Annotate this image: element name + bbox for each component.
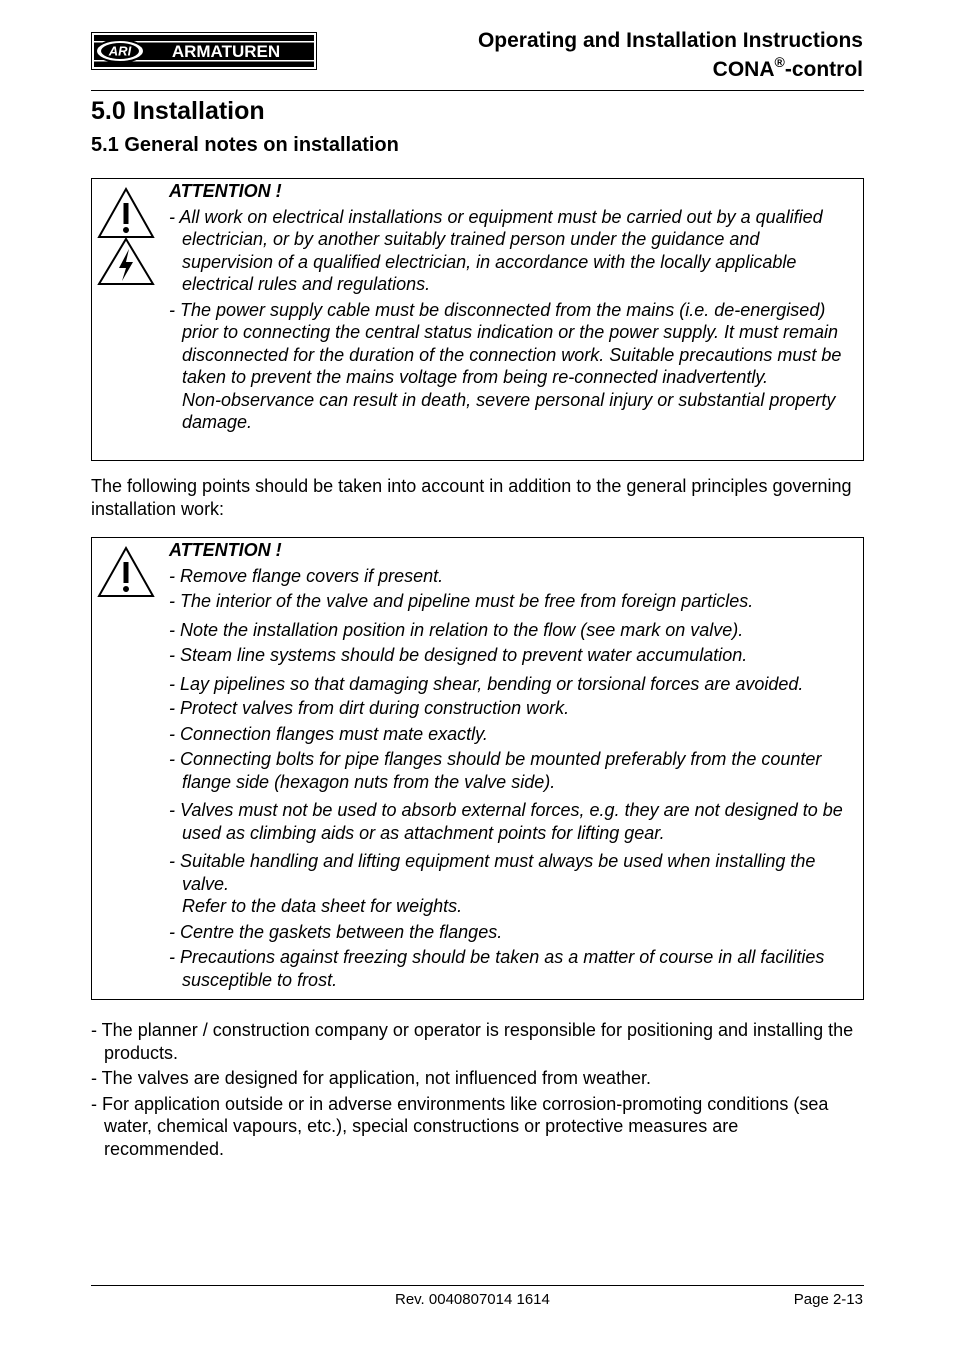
attention-item: - The interior of the valve and pipeline must be free from foreign particles. xyxy=(169,591,754,611)
attention-item: - Connecting bolts for pipe flanges should be mounted preferably from the counter flange side (hexagon nuts from the valve side). xyxy=(169,749,822,792)
logo-mark: ARI xyxy=(108,43,132,59)
ari-armaturen-logo xyxy=(91,32,317,70)
attention-item: - The power supply cable must be disconnected from the mains (i.e. de-energised) prior to connecting the central status indication or the power supply. It must remain disconnected for the duration of the connection work. Suitable precautions must be taken to prevent the mains voltage from being re-connected inadvertently. xyxy=(169,299,842,387)
title-line1: Operating and Installation Instructions xyxy=(477,29,863,52)
warning-triangle-icon xyxy=(96,544,156,600)
attention-item: - Centre the gaskets between the flanges. xyxy=(169,921,503,942)
logo-graphic xyxy=(91,32,317,70)
attention-warning-note: Non-observance can result in death, severe personal injury or substantial property damage. xyxy=(182,389,836,432)
attention-item: - Valves must not be used to absorb external forces, e.g. they are not designed to be used as climbing aids or as attachment points for lifting gear. xyxy=(169,800,843,843)
general-notes-list xyxy=(91,1019,861,1160)
attention-item: - Connection flanges must mate exactly. xyxy=(169,723,488,744)
title-product: CONA xyxy=(712,58,775,81)
attention-item: - Remove flange covers if present. xyxy=(169,565,444,586)
note-item: - The planner / construction company or operator is responsible for positioning and installing the products. xyxy=(91,1020,854,1063)
footer-divider xyxy=(91,1285,864,1286)
warning-triangle-icon xyxy=(99,189,153,237)
electrical-hazard-icon xyxy=(99,239,153,284)
subsection-heading: 5.1 General notes on installation xyxy=(91,134,399,156)
note-item: - The valves are designed for application, not influenced from weather. xyxy=(91,1068,651,1088)
attention-item: - Suitable handling and lifting equipment must always be used when installing the valve. xyxy=(169,851,816,894)
attention-item: - Lay pipelines so that damaging shear, bending or torsional forces are avoided. xyxy=(169,673,804,694)
page-number: Page 2-13 xyxy=(793,1291,863,1308)
attention-box-electrical xyxy=(91,178,864,461)
intro-paragraph: The following points should be taken into account in addition to the general principles governing installation work: xyxy=(91,476,852,519)
section-heading: 5.0 Installation xyxy=(91,97,265,125)
warning-icons xyxy=(96,185,156,285)
attention-item-note: Refer to the data sheet for weights. xyxy=(182,896,463,916)
attention-item: - All work on electrical installations or equipment must be carried out by a qualified electrician, or by another suitably trained person under the guidance and supervision of a qualified electrician, in accordance with the locally applicable electrical rules and regulations. xyxy=(169,206,823,294)
attention-item: - Note the installation position in relation to the flow (see mark on valve). xyxy=(169,619,744,640)
title-suffix: -control xyxy=(784,58,863,81)
revision-number: Rev. 0040807014 1614 xyxy=(395,1291,550,1308)
attention-item: - Protect valves from dirt during construction work. xyxy=(169,698,570,718)
registered-mark: ® xyxy=(774,54,785,70)
attention-label: ATTENTION ! xyxy=(169,540,282,560)
attention-label: ATTENTION ! xyxy=(169,181,282,201)
header-divider xyxy=(91,90,864,91)
attention-item: - Precautions against freezing should be taken as a matter of course in all facilities susceptible to frost. xyxy=(169,947,825,990)
title-line2 xyxy=(478,55,863,84)
attention-box-installation xyxy=(91,537,864,1000)
attention-item: - Steam line systems should be designed to prevent water accumulation. xyxy=(169,645,748,665)
logo-text: ARMATUREN xyxy=(171,42,281,61)
document-title xyxy=(478,26,863,84)
note-item: - For application outside or in adverse environments like corrosion-promoting conditions (sea water, chemical vapours, etc.), special constructions or protective measures are recommended. xyxy=(91,1093,829,1159)
